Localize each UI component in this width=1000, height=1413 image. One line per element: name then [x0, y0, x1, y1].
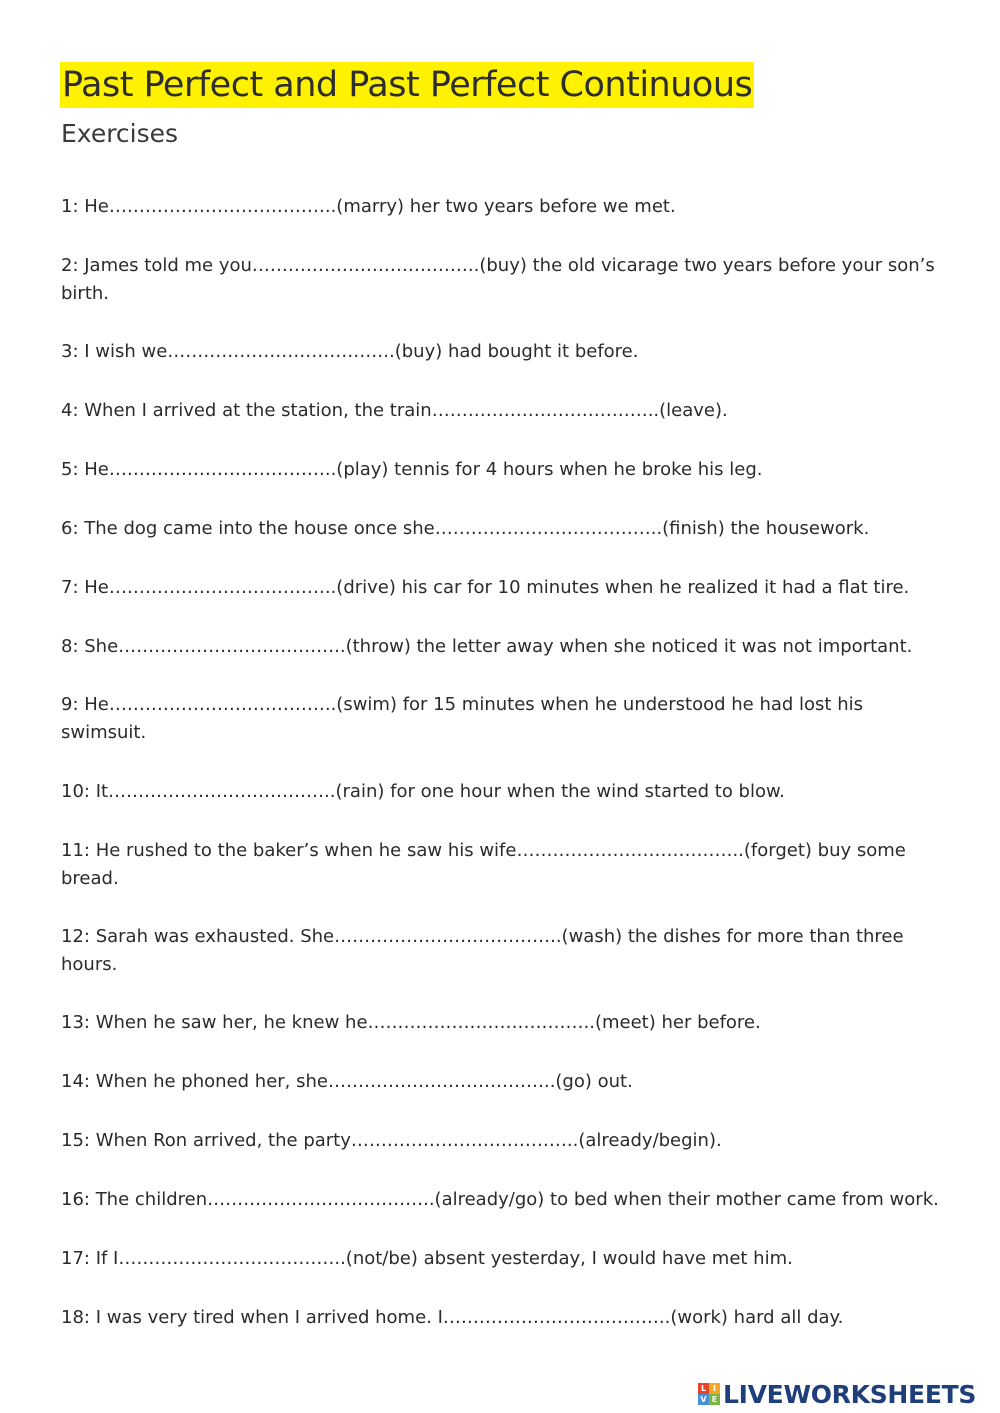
exercise-6: 6: The dog came into the house once she………………………………..(finish) the housework.: [61, 518, 870, 539]
logo-text: LIVEWORKSHEETS: [723, 1379, 977, 1409]
exercise-7: 7: He………………………………..(drive) his car for 10 minutes when he realized it had a flat tire.: [61, 577, 910, 598]
logo-mark-cell: V: [698, 1394, 709, 1405]
exercise-1: 1: He………………………………..(marry) her two years before we met.: [61, 196, 676, 217]
logo-mark-cell: E: [709, 1394, 720, 1405]
exercise-3: 3: I wish we………………………………..(buy) had bought it before.: [61, 341, 639, 362]
exercise-5: 5: He………………………………..(play) tennis for 4 hours when he broke his leg.: [61, 459, 763, 480]
page-subtitle: Exercises: [61, 119, 179, 148]
exercise-2: 2: James told me you………………………………..(buy) the old vicarage two years before your son’s birth.: [61, 255, 935, 304]
exercise-4: 4: When I arrived at the station, the train………………………………..(leave).: [61, 400, 728, 421]
exercise-8: 8: She………………………………..(throw) the letter away when she noticed it was not important.: [61, 636, 913, 657]
page-title: Past Perfect and Past Perfect Continuous: [60, 62, 754, 108]
exercise-16: 16: The children………………………………..(already/go) to bed when their mother came from work.: [61, 1189, 939, 1210]
exercise-18: 18: I was very tired when I arrived home. I………………………………..(work) hard all day.: [61, 1307, 844, 1328]
logo-mark-cell: L: [698, 1383, 709, 1394]
liveworksheets-logo[interactable]: [698, 1376, 976, 1412]
exercise-14: 14: When he phoned her, she………………………………..(go) out.: [61, 1071, 633, 1092]
logo-mark-cell: I: [709, 1383, 720, 1394]
exercise-15: 15: When Ron arrived, the party………………………………..(already/begin).: [61, 1130, 722, 1151]
exercise-13: 13: When he saw her, he knew he………………………………..(meet) her before.: [61, 1012, 761, 1033]
exercise-9: 9: He………………………………..(swim) for 15 minutes when he understood he had lost his swimsuit.: [61, 694, 863, 743]
exercise-10: 10: It………………………………..(rain) for one hour when the wind started to blow.: [61, 781, 785, 802]
logo-mark-icon: [698, 1383, 720, 1405]
title-wrapper: [60, 62, 754, 108]
exercise-11: 11: He rushed to the baker’s when he saw his wife………………………………..(forget) buy some bread.: [61, 840, 906, 889]
exercise-12: 12: Sarah was exhausted. She………………………………..(wash) the dishes for more than three hours.: [61, 926, 904, 975]
exercise-17: 17: If I………………………………..(not/be) absent yesterday, I would have met him.: [61, 1248, 793, 1269]
